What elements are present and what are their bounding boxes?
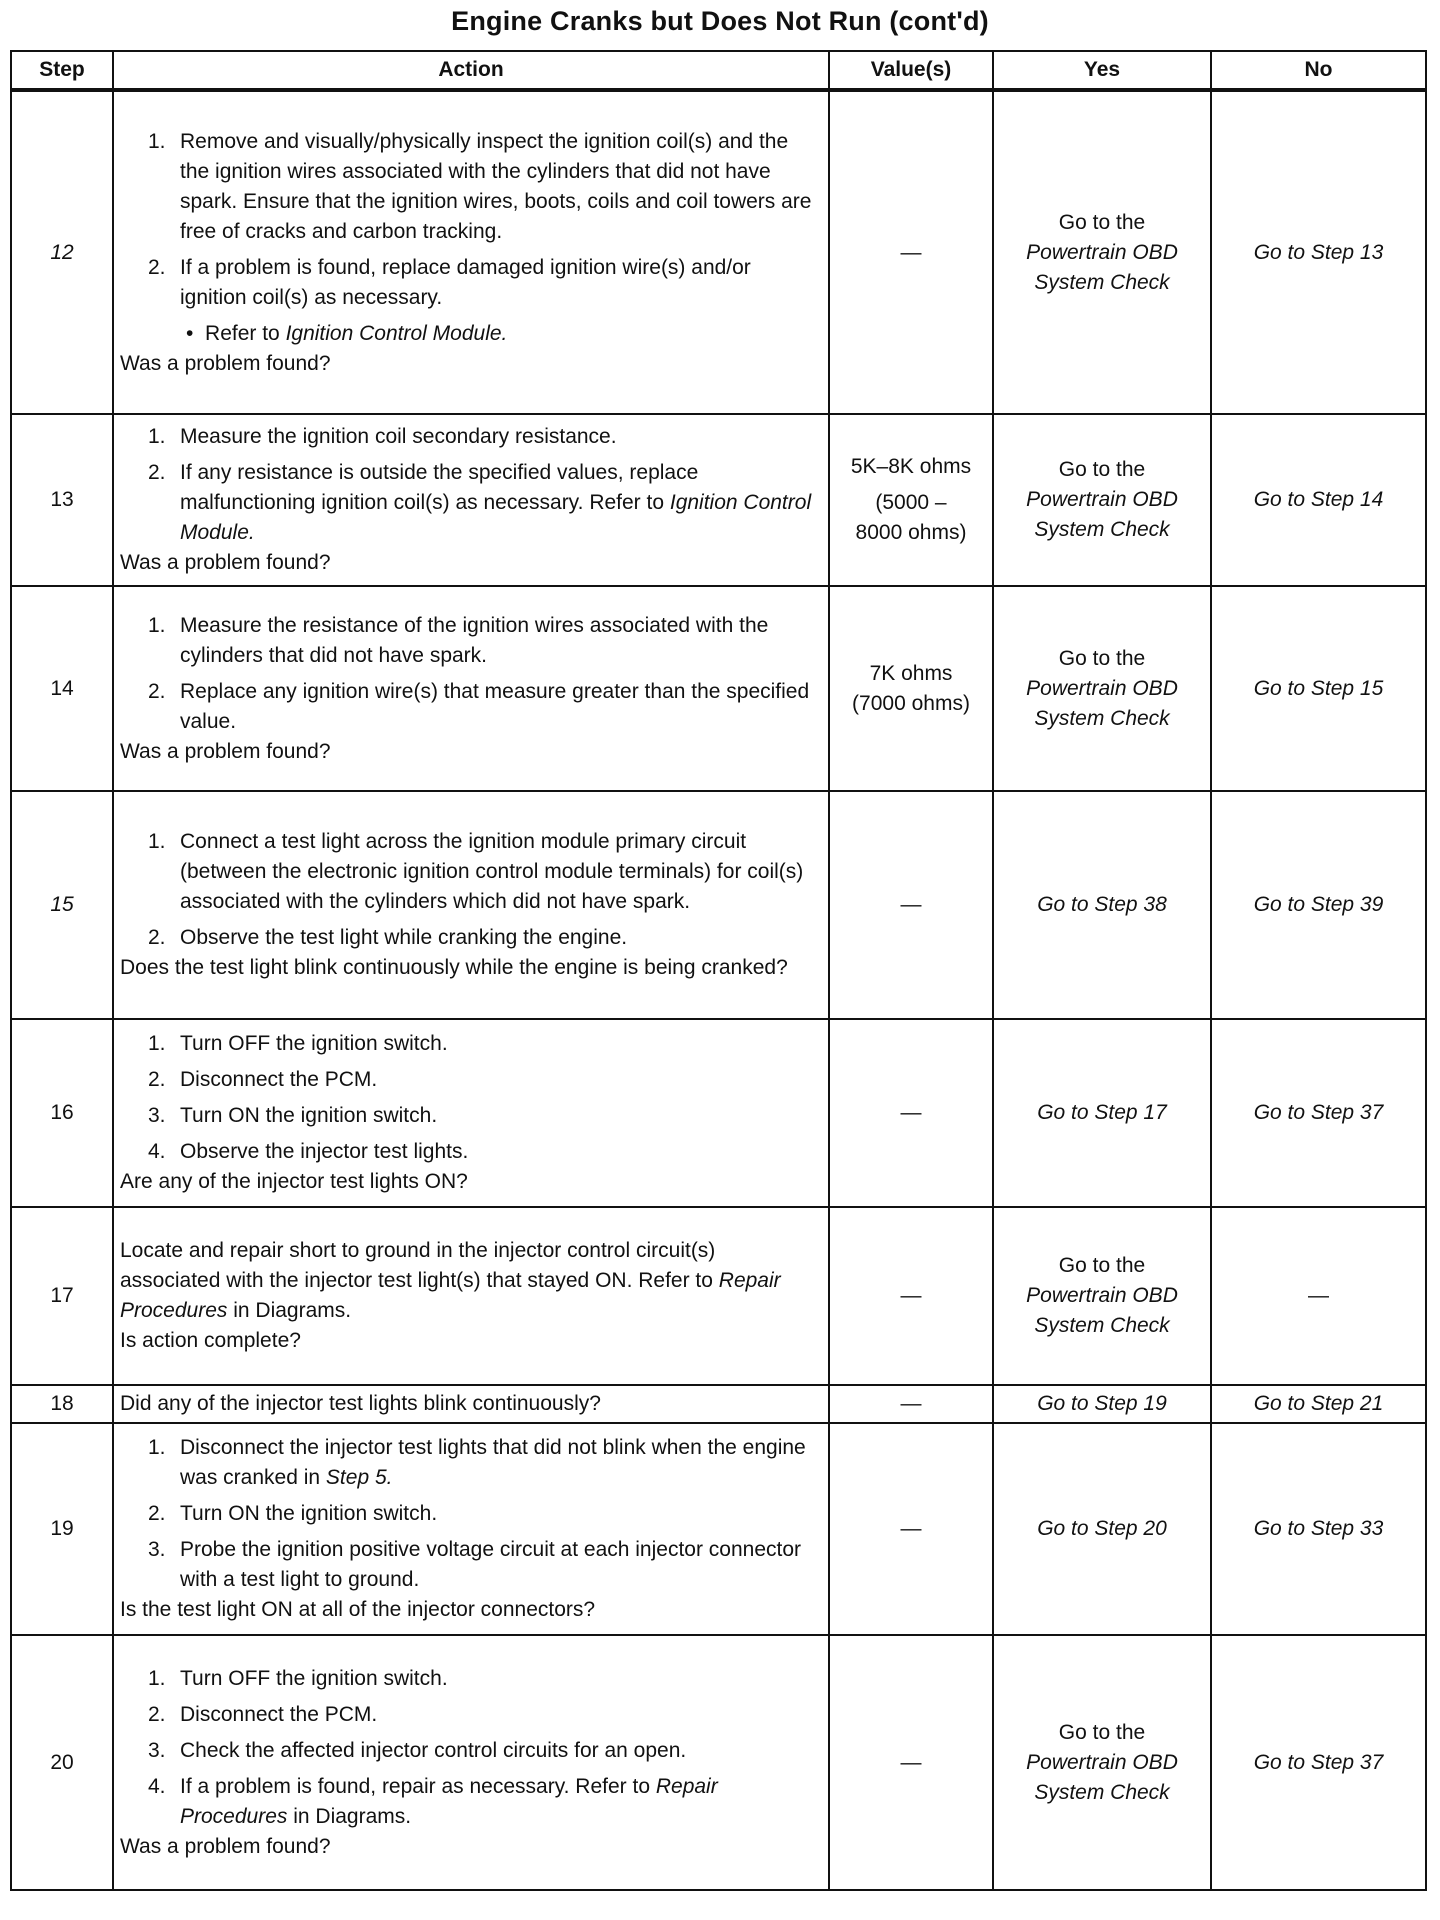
action-item: 2. Replace any ignition wire(s) that measure greater than the specified value.: [148, 679, 810, 733]
action-item: 3. Turn ON the ignition switch.: [148, 1104, 438, 1127]
action-cell: [113, 414, 829, 586]
value-cell: —: [829, 1423, 993, 1635]
yes-cell: Go to Step 19: [993, 1385, 1211, 1423]
action-question: Are any of the injector test lights ON?: [120, 1170, 468, 1193]
action-cell: [113, 1385, 829, 1423]
step-number: 20: [11, 1635, 113, 1890]
action-item: 4. Observe the injector test lights.: [148, 1140, 469, 1163]
no-cell: Go to Step 37: [1211, 1019, 1426, 1207]
value-cell: —: [829, 1019, 993, 1207]
no-cell: —: [1211, 1207, 1426, 1385]
action-cell: [113, 1207, 829, 1385]
value-cell: 7K ohms (7000 ohms): [829, 586, 993, 791]
action-item: 1. Turn OFF the ignition switch.: [148, 1032, 448, 1055]
diagnostic-table: [10, 50, 1427, 1891]
action-item: 2. Disconnect the PCM.: [148, 1702, 378, 1726]
value-cell: 5K–8K ohms (5000 – 8000 ohms): [829, 414, 993, 586]
no-cell: Go to Step 33: [1211, 1423, 1426, 1635]
header-values: Value(s): [829, 51, 993, 90]
value-cell: —: [829, 791, 993, 1019]
table-row: [11, 1207, 1426, 1385]
value-cell: —: [829, 90, 993, 414]
action-question: Does the test light blink continuously while the engine is being cranked?: [120, 956, 788, 979]
action-question: Is action complete?: [120, 1329, 301, 1352]
step-number: 18: [11, 1385, 113, 1423]
table-row: [11, 1019, 1426, 1207]
table-row: [11, 90, 1426, 414]
action-text: Locate and repair short to ground in the injector control circuit(s) associated with the injector test light(s) that stayed ON. Refer to Repair Procedures in Diagrams.: [120, 1239, 781, 1322]
action-subitem: • Refer to Ignition Control Module.: [186, 321, 508, 345]
action-item: 1. Turn OFF the ignition switch.: [148, 1666, 448, 1690]
step-number: 14: [11, 586, 113, 791]
no-cell: Go to Step 39: [1211, 791, 1426, 1019]
action-item: 1. Remove and visually/physically inspect the ignition coil(s) and the the ignition wires associated with the cylinders that did not have spark. Ensure that the ignition wires, boots, coils and coil towers are free of cracks and carbon tracking.: [148, 129, 812, 243]
step-number: 17: [11, 1207, 113, 1385]
step-number: 16: [11, 1019, 113, 1207]
table-row: [11, 586, 1426, 791]
yes-cell: Go to the Powertrain OBD System Check: [993, 586, 1211, 791]
step-number: 13: [11, 414, 113, 586]
yes-cell: Go to Step 20: [993, 1423, 1211, 1635]
yes-cell: Go to Step 17: [993, 1019, 1211, 1207]
action-cell: [113, 1635, 829, 1890]
header-yes: Yes: [993, 51, 1211, 90]
value-cell: —: [829, 1385, 993, 1423]
no-cell: Go to Step 15: [1211, 586, 1426, 791]
yes-cell: Go to the Powertrain OBD System Check: [993, 1207, 1211, 1385]
action-item: 4. If a problem is found, repair as necessary. Refer to Repair Procedures in Diagrams.: [148, 1774, 718, 1828]
header-action: Action: [113, 51, 829, 90]
step-number: 15: [11, 791, 113, 1019]
action-question: Did any of the injector test lights blink continuously?: [120, 1392, 601, 1415]
header-step: Step: [11, 51, 113, 90]
header-no: No: [1211, 51, 1426, 90]
action-cell: [113, 1019, 829, 1207]
action-item: 1. Measure the ignition coil secondary resistance.: [148, 425, 617, 448]
action-item: 2. If any resistance is outside the specified values, replace malfunctioning ignition coil(s) as necessary. Refer to Ignition Control Module.: [148, 461, 812, 544]
no-cell: Go to Step 13: [1211, 90, 1426, 414]
action-item: 2. If a problem is found, replace damaged ignition wire(s) and/or ignition coil(s) as necessary.: [148, 255, 751, 309]
table-row: [11, 1423, 1426, 1635]
action-item: 1. Disconnect the injector test lights that did not blink when the engine was cranked in Step 5.: [148, 1436, 806, 1489]
no-cell: Go to Step 37: [1211, 1635, 1426, 1890]
action-cell: [113, 90, 829, 414]
table-row: [11, 791, 1426, 1019]
action-question: Was a problem found?: [120, 1834, 331, 1858]
action-item: 1. Measure the resistance of the ignition wires associated with the cylinders that did not have spark.: [148, 613, 769, 667]
action-cell: [113, 791, 829, 1019]
action-question: Was a problem found?: [120, 351, 331, 375]
action-cell: [113, 586, 829, 791]
step-number: 19: [11, 1423, 113, 1635]
value-cell: —: [829, 1635, 993, 1890]
yes-cell: Go to the Powertrain OBD System Check: [993, 90, 1211, 414]
value-cell: —: [829, 1207, 993, 1385]
yes-cell: Go to the Powertrain OBD System Check: [993, 414, 1211, 586]
yes-cell: Go to Step 38: [993, 791, 1211, 1019]
action-item: 3. Probe the ignition positive voltage circuit at each injector connector with a test light to ground.: [148, 1538, 802, 1591]
action-cell: [113, 1423, 829, 1635]
action-question: Was a problem found?: [120, 551, 331, 574]
no-cell: Go to Step 21: [1211, 1385, 1426, 1423]
step-number: 12: [11, 90, 113, 414]
table-row: [11, 1385, 1426, 1423]
table-row: [11, 414, 1426, 586]
header-row: [11, 51, 1426, 90]
page-title: Engine Cranks but Does Not Run (cont'd): [451, 6, 989, 36]
action-item: 2. Observe the test light while cranking the engine.: [148, 926, 628, 949]
action-question: Was a problem found?: [120, 739, 331, 763]
table-row: [11, 1635, 1426, 1890]
action-question: Is the test light ON at all of the injector connectors?: [120, 1598, 596, 1621]
yes-cell: Go to the Powertrain OBD System Check: [993, 1635, 1211, 1890]
no-cell: Go to Step 14: [1211, 414, 1426, 586]
action-item: 2. Turn ON the ignition switch.: [148, 1502, 438, 1525]
action-item: 2. Disconnect the PCM.: [148, 1068, 378, 1091]
action-item: 3. Check the affected injector control circuits for an open.: [148, 1738, 687, 1762]
action-item: 1. Connect a test light across the ignition module primary circuit (between the electronic ignition control module terminals) for coil(s) associated with the cylinders which did not have spark.: [148, 830, 804, 913]
